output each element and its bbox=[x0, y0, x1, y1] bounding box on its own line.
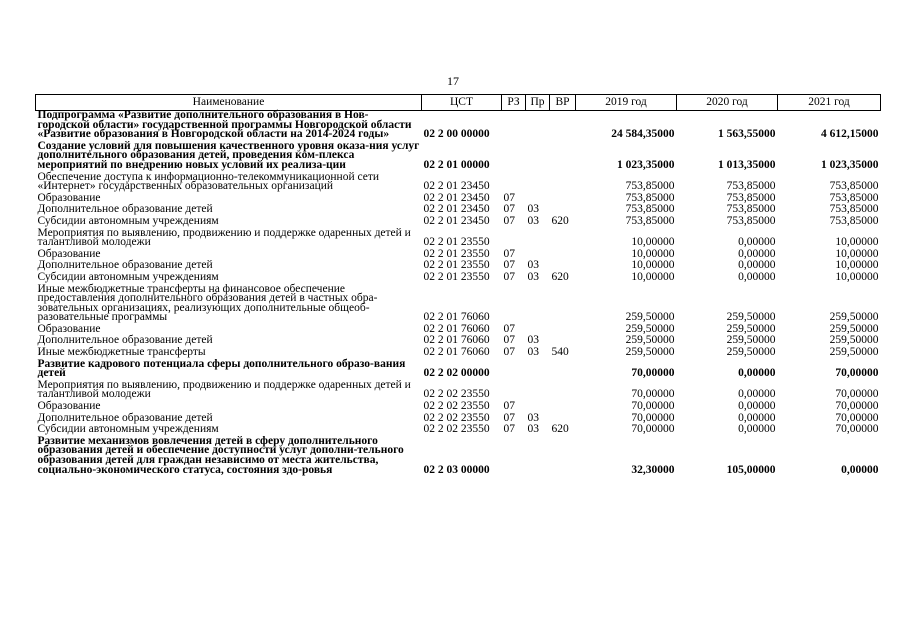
cell-rz: 07 bbox=[503, 346, 515, 359]
cell-vr bbox=[550, 173, 576, 194]
cell-name: Мероприятия по выявлению, продвижению и поддержке одаренных детей и талантливой молодежи bbox=[37, 226, 411, 249]
cell-name: Мероприятия по выявлению, продвижению и поддержке одаренных детей и талантливой молодежи bbox=[37, 378, 411, 401]
col-header-pr: Пр bbox=[526, 95, 550, 111]
col-header-2021: 2021 год bbox=[778, 95, 881, 111]
cell-y2021: 10,00000 bbox=[835, 247, 879, 260]
cell-cst: 02 2 01 76060 bbox=[423, 334, 490, 347]
cell-pr: 03 bbox=[527, 334, 539, 347]
cell-name: Образование bbox=[37, 322, 101, 335]
cell-y2019: 753,85000 bbox=[625, 214, 675, 227]
cell-y2020: 753,85000 bbox=[726, 203, 776, 216]
cell-cst: 02 2 02 00000 bbox=[423, 367, 490, 380]
col-header-2020: 2020 год bbox=[677, 95, 778, 111]
cell-name: Подпрограмма «Развитие дополнительного образования в Нов-городской области» государственной программы Новгородской области «Развитие образования в Новгородской области на 2014-2024 годы» bbox=[37, 109, 412, 141]
cell-name: Образование bbox=[37, 400, 101, 413]
cell-rz bbox=[502, 111, 526, 142]
cell-vr bbox=[550, 360, 576, 381]
cell-cst: 02 2 03 00000 bbox=[423, 463, 490, 476]
cell-cst: 02 2 01 76060 bbox=[423, 311, 490, 324]
cell-pr bbox=[526, 229, 550, 250]
cell-vr: 620 bbox=[551, 214, 569, 227]
cell-name: Иные межбюджетные трансферты на финансовое обеспечение предоставления дополнительного образования детей в частных обра-зовательных организациях, реализующих дополнительные общеоб-разовательные программы bbox=[37, 282, 378, 324]
col-header-cst: ЦСТ bbox=[422, 95, 502, 111]
cell-y2020: 0,00000 bbox=[738, 400, 776, 413]
cell-y2021: 70,00000 bbox=[835, 400, 879, 413]
col-header-name: Наименование bbox=[36, 95, 422, 111]
col-header-rz: РЗ bbox=[502, 95, 526, 111]
cell-y2020: 1 013,35000 bbox=[718, 158, 776, 171]
cell-rz bbox=[502, 285, 526, 325]
col-header-vr: ВР bbox=[550, 95, 576, 111]
cell-pr: 03 bbox=[527, 259, 539, 272]
cell-vr bbox=[550, 437, 576, 477]
cell-rz: 07 bbox=[503, 191, 515, 204]
cell-rz: 07 bbox=[503, 203, 515, 216]
cell-pr bbox=[526, 381, 550, 402]
cell-y2020: 259,50000 bbox=[726, 334, 776, 347]
cell-vr bbox=[550, 402, 576, 414]
cell-cst: 02 2 01 00000 bbox=[423, 158, 490, 171]
table-row bbox=[36, 142, 881, 173]
cell-rz: 07 bbox=[503, 322, 515, 335]
cell-y2019: 753,85000 bbox=[625, 203, 675, 216]
cell-y2020: 259,50000 bbox=[726, 322, 776, 335]
cell-y2019: 753,85000 bbox=[625, 191, 675, 204]
cell-y2021: 10,00000 bbox=[835, 259, 879, 272]
cell-y2021: 70,00000 bbox=[835, 423, 879, 436]
cell-y2019: 24 584,35000 bbox=[611, 128, 675, 141]
cell-pr bbox=[526, 173, 550, 194]
table-row bbox=[36, 437, 881, 477]
cell-name: Дополнительное образование детей bbox=[37, 259, 213, 272]
cell-cst: 02 2 00 00000 bbox=[423, 128, 490, 141]
cell-name: Субсидии автономным учреждениям bbox=[37, 270, 219, 283]
table-row bbox=[36, 173, 881, 194]
cell-y2019: 259,50000 bbox=[625, 322, 675, 335]
cell-y2021: 70,00000 bbox=[835, 388, 879, 401]
cell-rz bbox=[502, 360, 526, 381]
cell-y2020: 0,00000 bbox=[738, 236, 776, 249]
cell-y2021: 753,85000 bbox=[829, 180, 879, 193]
cell-cst: 02 2 01 23450 bbox=[423, 203, 490, 216]
cell-rz: 07 bbox=[503, 334, 515, 347]
cell-y2021: 70,00000 bbox=[835, 411, 879, 424]
cell-name: Дополнительное образование детей bbox=[37, 203, 213, 216]
cell-rz: 07 bbox=[503, 270, 515, 283]
cell-name: Иные межбюджетные трансферты bbox=[37, 346, 206, 359]
cell-y2021: 70,00000 bbox=[835, 367, 879, 380]
cell-cst: 02 2 01 76060 bbox=[423, 346, 490, 359]
cell-y2019: 70,00000 bbox=[631, 388, 675, 401]
cell-name: Развитие кадрового потенциала сферы дополнительного образо-вания детей bbox=[37, 357, 406, 380]
cell-name: Дополнительное образование детей bbox=[37, 411, 213, 424]
cell-pr: 03 bbox=[527, 214, 539, 227]
cell-cst: 02 2 02 23550 bbox=[423, 411, 490, 424]
cell-y2020: 0,00000 bbox=[738, 270, 776, 283]
table-row bbox=[36, 111, 881, 142]
cell-y2019: 70,00000 bbox=[631, 411, 675, 424]
cell-rz: 07 bbox=[503, 400, 515, 413]
cell-y2019: 259,50000 bbox=[625, 346, 675, 359]
cell-pr bbox=[526, 285, 550, 325]
cell-y2019: 259,50000 bbox=[625, 311, 675, 324]
cell-vr bbox=[550, 229, 576, 250]
cell-y2021: 10,00000 bbox=[835, 236, 879, 249]
cell-cst: 02 2 02 23550 bbox=[423, 388, 490, 401]
cell-y2020: 105,00000 bbox=[726, 463, 776, 476]
cell-y2020: 0,00000 bbox=[738, 423, 776, 436]
cell-name: Развитие механизмов вовлечения детей в сферу дополнительного образования детей и обеспечение доступности услуг дополни-тельного образования детей для граждан независимо от места жительства, социально-экономического статуса, состояния здо-ровья bbox=[37, 434, 404, 476]
cell-pr bbox=[526, 360, 550, 381]
cell-y2020: 1 563,55000 bbox=[718, 128, 776, 141]
cell-cst: 02 2 01 23550 bbox=[423, 270, 490, 283]
table-row bbox=[36, 285, 881, 325]
cell-vr bbox=[550, 250, 576, 262]
cell-y2020: 753,85000 bbox=[726, 191, 776, 204]
cell-y2021: 753,85000 bbox=[829, 214, 879, 227]
cell-rz: 07 bbox=[503, 259, 515, 272]
cell-y2021: 259,50000 bbox=[829, 334, 879, 347]
cell-rz bbox=[502, 142, 526, 173]
cell-y2021: 259,50000 bbox=[829, 311, 879, 324]
cell-cst: 02 2 01 23450 bbox=[423, 214, 490, 227]
cell-cst: 02 2 01 23450 bbox=[423, 180, 490, 193]
cell-vr bbox=[550, 381, 576, 402]
cell-pr bbox=[526, 111, 550, 142]
cell-y2021: 0,00000 bbox=[841, 463, 879, 476]
cell-y2019: 70,00000 bbox=[631, 367, 675, 380]
cell-pr: 03 bbox=[527, 270, 539, 283]
cell-name: Дополнительное образование детей bbox=[37, 334, 213, 347]
cell-vr bbox=[550, 325, 576, 337]
cell-y2020: 0,00000 bbox=[738, 367, 776, 380]
page-number: 17 bbox=[447, 74, 459, 88]
cell-y2020: 753,85000 bbox=[726, 214, 776, 227]
cell-vr bbox=[550, 194, 576, 206]
budget-table bbox=[35, 94, 881, 477]
cell-pr: 03 bbox=[527, 423, 539, 436]
cell-y2019: 259,50000 bbox=[625, 334, 675, 347]
cell-vr bbox=[550, 142, 576, 173]
cell-name: Субсидии автономным учреждениям bbox=[37, 423, 219, 436]
cell-y2021: 753,85000 bbox=[829, 203, 879, 216]
cell-vr: 620 bbox=[551, 270, 569, 283]
cell-rz: 07 bbox=[503, 214, 515, 227]
cell-y2021: 4 612,15000 bbox=[821, 128, 879, 141]
cell-pr bbox=[526, 142, 550, 173]
cell-pr: 03 bbox=[527, 203, 539, 216]
cell-name: Создание условий для повышения качественного уровня оказа-ния услуг дополнительного образования детей, проведения ком-плекса мероприятий по внедрению новых условий их реализа-ции bbox=[37, 139, 420, 171]
cell-rz bbox=[502, 229, 526, 250]
cell-y2021: 259,50000 bbox=[829, 322, 879, 335]
table-row bbox=[36, 229, 881, 250]
cell-y2020: 0,00000 bbox=[738, 411, 776, 424]
cell-y2021: 1 023,35000 bbox=[821, 158, 879, 171]
cell-name: Образование bbox=[37, 247, 101, 260]
table-row bbox=[36, 381, 881, 402]
cell-cst: 02 2 01 23550 bbox=[423, 247, 490, 260]
cell-y2019: 10,00000 bbox=[631, 247, 675, 260]
cell-y2019: 10,00000 bbox=[631, 236, 675, 249]
cell-vr: 620 bbox=[551, 423, 569, 436]
cell-y2021: 259,50000 bbox=[829, 346, 879, 359]
cell-cst: 02 2 02 23550 bbox=[423, 423, 490, 436]
cell-y2020: 0,00000 bbox=[738, 259, 776, 272]
cell-pr: 03 bbox=[527, 411, 539, 424]
cell-vr bbox=[550, 285, 576, 325]
cell-vr bbox=[550, 111, 576, 142]
cell-y2020: 0,00000 bbox=[738, 388, 776, 401]
cell-y2020: 0,00000 bbox=[738, 247, 776, 260]
cell-name: Субсидии автономным учреждениям bbox=[37, 214, 219, 227]
cell-y2019: 753,85000 bbox=[625, 180, 675, 193]
cell-pr bbox=[526, 437, 550, 477]
cell-y2019: 32,30000 bbox=[631, 463, 675, 476]
cell-y2021: 753,85000 bbox=[829, 191, 879, 204]
cell-y2019: 1 023,35000 bbox=[617, 158, 675, 171]
cell-rz: 07 bbox=[503, 423, 515, 436]
cell-cst: 02 2 01 23550 bbox=[423, 259, 490, 272]
cell-y2020: 259,50000 bbox=[726, 311, 776, 324]
cell-y2019: 70,00000 bbox=[631, 423, 675, 436]
cell-y2020: 753,85000 bbox=[726, 180, 776, 193]
cell-cst: 02 2 02 23550 bbox=[423, 400, 490, 413]
cell-rz: 07 bbox=[503, 247, 515, 260]
table-row bbox=[36, 360, 881, 381]
cell-y2019: 10,00000 bbox=[631, 270, 675, 283]
cell-rz bbox=[502, 437, 526, 477]
cell-name: Образование bbox=[37, 191, 101, 204]
cell-rz: 07 bbox=[503, 411, 515, 424]
table-body bbox=[36, 111, 881, 478]
cell-name: Обеспечение доступа к информационно-телекоммуникационной сети «Интернет» государственных образовательных организаций bbox=[37, 170, 380, 193]
col-header-2019: 2019 год bbox=[576, 95, 677, 111]
cell-y2019: 10,00000 bbox=[631, 259, 675, 272]
cell-y2020: 259,50000 bbox=[726, 346, 776, 359]
cell-cst: 02 2 01 76060 bbox=[423, 322, 490, 335]
cell-cst: 02 2 01 23450 bbox=[423, 191, 490, 204]
cell-vr: 540 bbox=[551, 346, 569, 359]
cell-cst: 02 2 01 23550 bbox=[423, 236, 490, 249]
cell-y2021: 10,00000 bbox=[835, 270, 879, 283]
cell-y2019: 70,00000 bbox=[631, 400, 675, 413]
cell-pr: 03 bbox=[527, 346, 539, 359]
cell-rz bbox=[502, 173, 526, 194]
cell-rz bbox=[502, 381, 526, 402]
